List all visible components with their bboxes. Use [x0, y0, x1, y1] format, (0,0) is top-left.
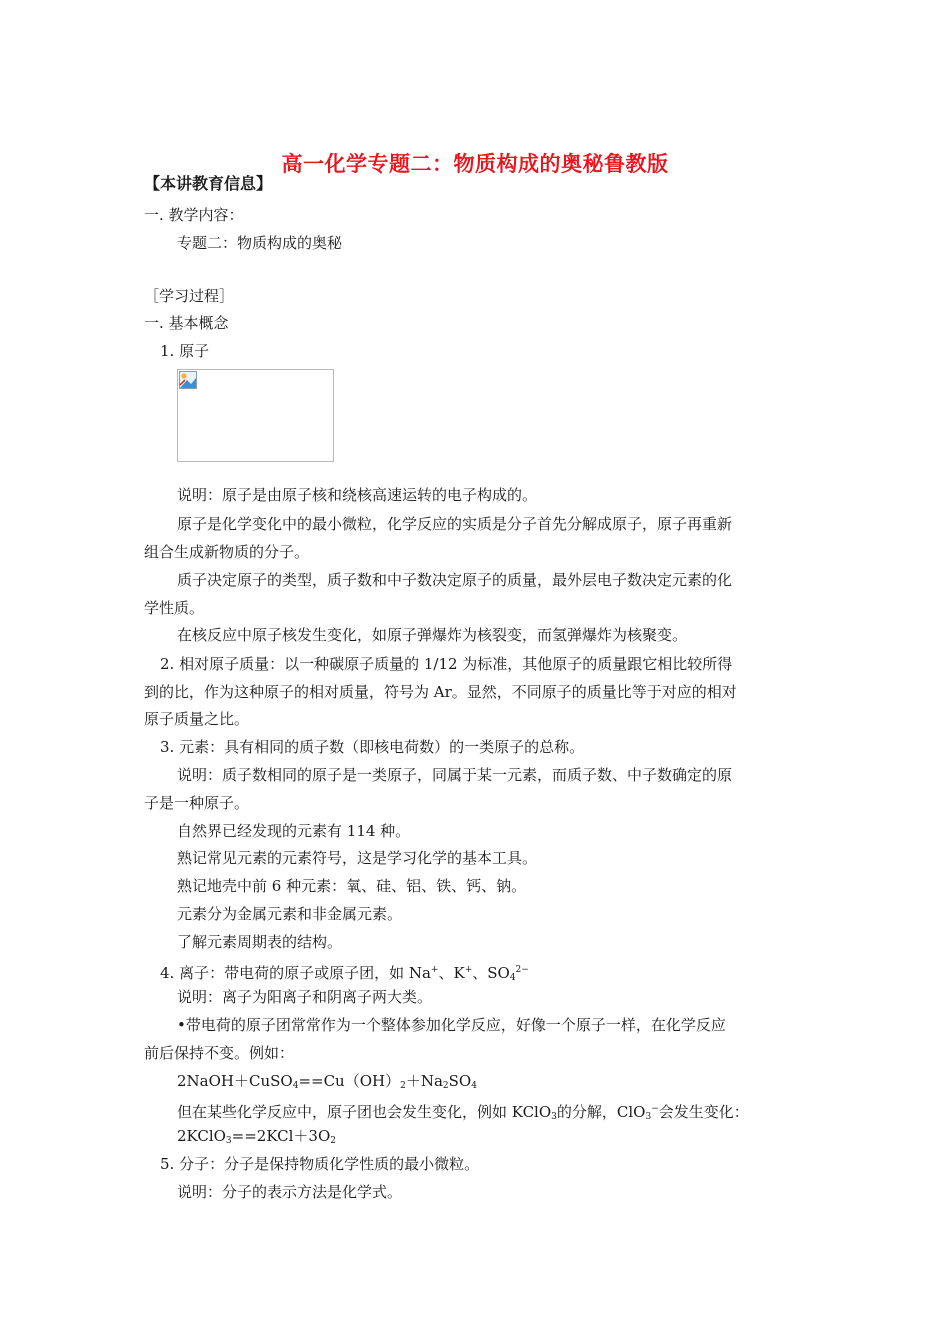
text-line: 学性质。 [144, 599, 205, 617]
atom-image-placeholder [177, 369, 334, 462]
info-header: 【本讲教育信息】 [144, 174, 273, 193]
text-line: 在核反应中原子核发生变化，如原子弹爆炸为核裂变，而氢弹爆炸为核聚变。 [177, 626, 688, 644]
text-line: 熟记地壳中前 6 种元素：氧、硅、铝、铁、钙、钠。 [177, 877, 527, 895]
text-line: 说明：质子数相同的原子是一类原子，同属于某一元素，而质子数、中子数确定的原 [177, 766, 733, 784]
text-line: 熟记常见元素的元素符号，这是学习化学的基本工具。 [177, 849, 538, 867]
text-line: 了解元素周期表的结构。 [177, 933, 343, 951]
text-line: 2. 相对原子质量：以一种碳原子质量的 1/12 为标准，其他原子的质量跟它相比较所得 [160, 655, 733, 673]
text-line: 子是一种原子。 [144, 794, 250, 812]
text-line: 3. 元素：具有相同的质子数（即核电荷数）的一类原子的总称。 [160, 738, 585, 756]
text-line: 元素分为金属元素和非金属元素。 [177, 905, 403, 923]
equation-line: $2NaOH+CuSO_4==Cu(OH)_2+Na_2SO_4$ [177, 1072, 477, 1091]
text-line: 质子决定原子的类型，质子数和中子数决定原子的质量，最外层电子数决定元素的化 [177, 571, 733, 589]
text-line: •带电荷的原子团常常作为一个整体参加化学反应，好像一个原子一样，在化学反应 [177, 1016, 726, 1034]
text-line: 但在某些化学反应中，原子团也会发生变化，例如 KClO$_3$的分解，ClO$_3$−会发生变化： [177, 1103, 749, 1122]
text-line: 自然界已经发现的元素有 114 种。 [177, 822, 411, 840]
text-line: 前后保持不变。例如： [144, 1044, 295, 1062]
text-line: 说明：离子为阳离子和阴离子两大类。 [177, 988, 433, 1006]
ion-definition-line: 4. 离子：带电荷的原子或原子团，如 Na+、K+、$SO_4^{2-}$ [160, 964, 529, 983]
item1-heading: 1. 原子 [160, 342, 210, 360]
section2-heading: 一. 基本概念 [144, 314, 229, 332]
text-line: 原子质量之比。 [144, 710, 250, 728]
process-label: ［学习过程］ [144, 287, 235, 305]
document-title: 高一化学专题二：物质构成的奥秘鲁教版 [281, 152, 669, 176]
text-line: 说明：原子是由原子核和绕核高速运转的电子构成的。 [177, 486, 538, 504]
broken-image-icon [179, 371, 197, 389]
text-line: 原子是化学变化中的最小微粒，化学反应的实质是分子首先分解成原子，原子再重新 [177, 515, 733, 533]
text-line: 5. 分子：分子是保持物质化学性质的最小微粒。 [160, 1155, 480, 1173]
section1-heading: 一. 教学内容： [144, 206, 244, 224]
section1-content: 专题二：物质构成的奥秘 [177, 234, 343, 252]
equation-line: $2KClO_3==2KCl+3O_2$ [177, 1127, 336, 1146]
text-line: 组合生成新物质的分子。 [144, 543, 310, 561]
text-line: 说明：分子的表示方法是化学式。 [177, 1183, 403, 1201]
text-line: 到的比，作为这种原子的相对质量，符号为 Ar。显然，不同原子的质量比等于对应的相对 [144, 683, 737, 701]
